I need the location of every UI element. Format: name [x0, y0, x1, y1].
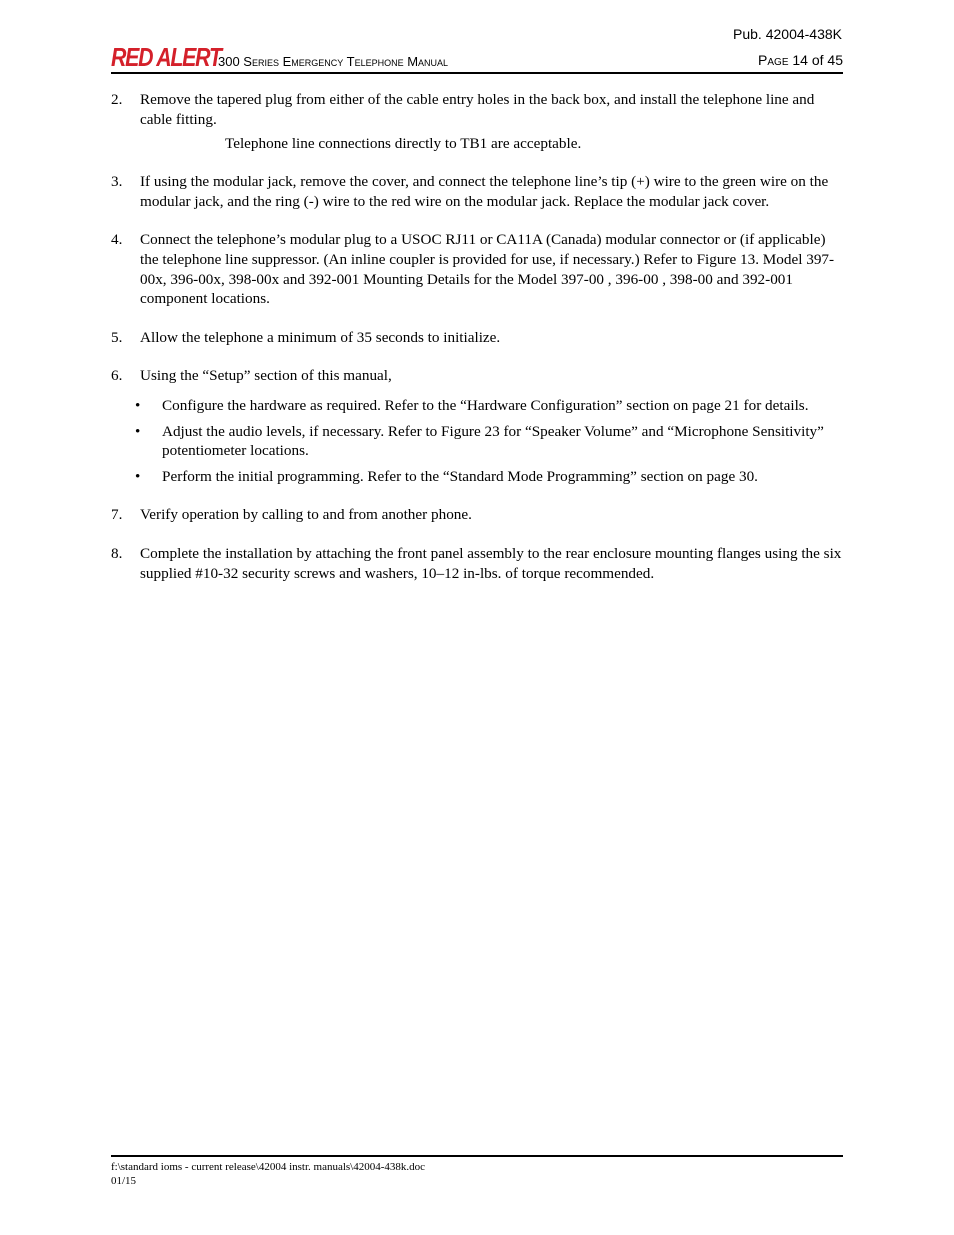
step-text: If using the modular jack, remove the cover, and connect the telephone line’s tip (+) wire to the green wire on the modular jack, and the ring (-) wire to the red wire on the modular jack. Replace the modular jack cover.: [140, 172, 829, 210]
bullet-text: Adjust the audio levels, if necessary. Refer to Figure 23 for “Speaker Volume” and “Microphone Sensitivity” potentiometer locations.: [162, 422, 824, 460]
bullet-icon: •: [135, 422, 141, 440]
step-text: Using the “Setup” section of this manual,: [140, 366, 392, 384]
step-note: Telephone line connections directly to TB1 are acceptable.: [225, 134, 582, 152]
red-alert-logo: RED ALERT: [111, 42, 221, 72]
footer-rule: [111, 1155, 843, 1157]
step-text: Connect the telephone’s modular plug to a USOC RJ11 or CA11A (Canada) modular connector or (if applicable) the telephone line suppressor. (An inline coupler is provided for use, if necessary.) Refer to Figure 13. Model 397-00x, 396-00x, 398-00x and 392-001 Mounting Details for the Model 397-00 , 396-00 , 398-00 and 392-001 component locations.: [140, 230, 835, 308]
manual-title: 300 Series Emergency Telephone Manual: [218, 54, 449, 69]
list-item: [111, 328, 846, 348]
page-label: Page: [758, 52, 789, 68]
step-text: Complete the installation by attaching the front panel assembly to the rear enclosure mounting flanges using the six supplied #10-32 security screws and washers, 10–12 in-lbs. of torque recommended.: [140, 544, 842, 582]
bullet-item: [135, 467, 846, 487]
bullet-text: Configure the hardware as required. Refer to the “Hardware Configuration” section on page 21 for details.: [162, 396, 809, 414]
bullet-icon: •: [135, 468, 141, 486]
file-path: f:\standard ioms - current release\42004 instr. manuals\42004-438k.doc: [111, 1161, 426, 1173]
list-item: [111, 544, 846, 584]
page-value: 14 of 45: [792, 52, 843, 68]
step-text: Remove the tapered plug from either of the cable entry holes in the back box, and install the telephone line and cable fitting.: [140, 91, 815, 128]
bullet-item: [135, 396, 846, 416]
bullet-list: [135, 396, 846, 487]
publication-number: Pub. 42004-438K: [733, 26, 842, 42]
bullet-text: Perform the initial programming. Refer to the “Standard Mode Programming” section on page 30.: [162, 468, 758, 486]
list-item: [111, 90, 846, 153]
step-number: 6.: [111, 366, 123, 384]
step-number: 5.: [111, 328, 123, 346]
page-number: [758, 52, 843, 68]
step-text: Allow the telephone a minimum of 35 seconds to initialize.: [140, 328, 501, 346]
list-item: [111, 230, 846, 309]
instruction-list: [111, 90, 846, 602]
bullet-icon: •: [135, 396, 141, 414]
bullet-item: [135, 422, 846, 462]
step-text: Verify operation by calling to and from another phone.: [140, 506, 472, 524]
page-footer: [111, 1160, 425, 1188]
revision-date: 01/15: [111, 1175, 137, 1187]
step-number: 4.: [111, 230, 123, 248]
step-number: 7.: [111, 506, 123, 524]
page-header: [111, 44, 843, 72]
header-rule: [111, 72, 843, 74]
step-number: 8.: [111, 544, 123, 562]
list-item: [111, 366, 846, 487]
list-item: [111, 172, 846, 212]
step-number: 3.: [111, 172, 123, 190]
list-item: [111, 505, 846, 525]
step-number: 2.: [111, 91, 123, 108]
